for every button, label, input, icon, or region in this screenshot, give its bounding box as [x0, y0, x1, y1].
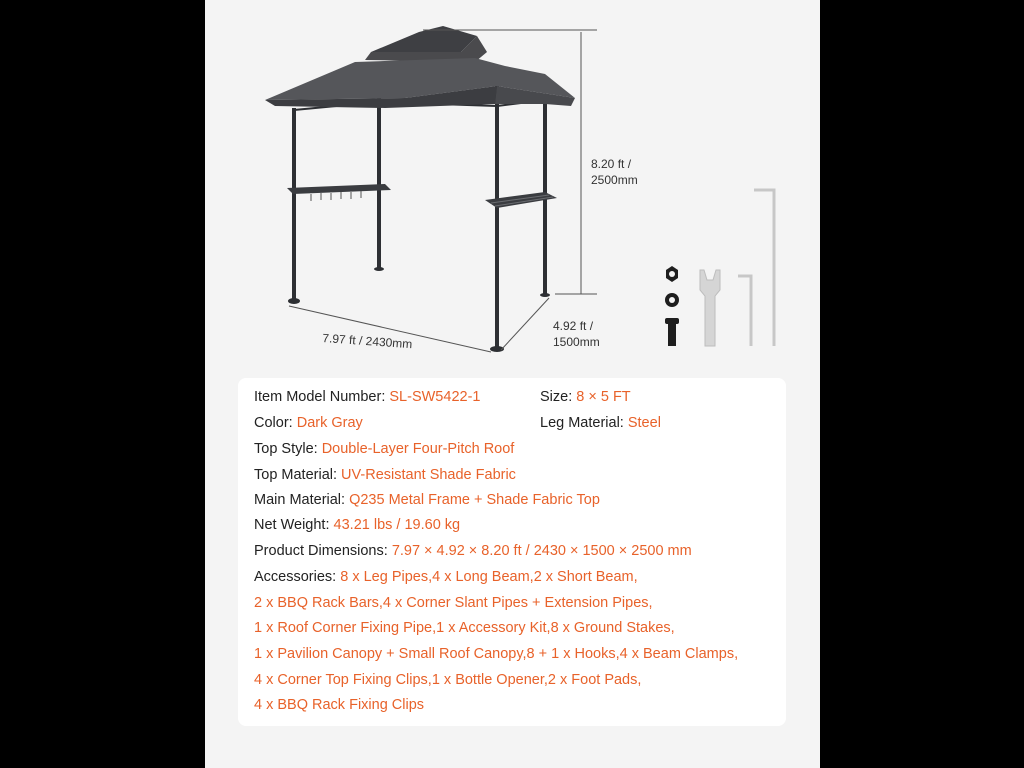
spec-accessories-line: 1 x Roof Corner Fixing Pipe,1 x Accessory Kit,8 x Ground Stakes,	[254, 620, 675, 636]
spec-product-dimensions: Product Dimensions: 7.97 × 4.92 × 8.20 ft / 2430 × 1500 × 2500 mm	[254, 543, 692, 559]
product-panel	[205, 0, 820, 768]
spec-accessories-line: 4 x BBQ Rack Fixing Clips	[254, 697, 425, 713]
spec-accessories-line: 2 x BBQ Rack Bars,4 x Corner Slant Pipes + Extension Pipes,	[254, 595, 653, 611]
hardware-kit	[665, 190, 774, 346]
bbq-shelves	[287, 184, 557, 208]
spec-top-style: Top Style: Double-Layer Four-Pitch Roof	[254, 441, 515, 457]
canopy-main	[265, 58, 575, 108]
hex-key-large-icon	[754, 190, 774, 346]
washer-icon	[665, 293, 679, 307]
bolt-icon	[665, 318, 679, 346]
depth-ft: 4.92 ft /	[553, 319, 594, 333]
hex-key-small-icon	[738, 276, 751, 346]
spec-accessories-line: 1 x Pavilion Canopy + Small Roof Canopy,8 + 1 x Hooks,4 x Beam Clamps,	[254, 646, 739, 662]
depth-mm: 1500mm	[553, 335, 600, 349]
height-ft: 8.20 ft /	[591, 157, 632, 171]
width-dimension: 7.97 ft / 2430mm	[321, 330, 413, 352]
spec-size: Size: 8 × 5 FT	[540, 389, 631, 405]
canopy-top-layer	[365, 26, 487, 62]
gazebo-frame	[294, 84, 545, 348]
spec-model: Item Model Number: SL-SW5422-1	[254, 389, 481, 405]
specifications-card	[238, 378, 786, 726]
spec-top-material: Top Material: UV-Resistant Shade Fabric	[254, 467, 516, 483]
height-mm: 2500mm	[591, 173, 638, 187]
spec-accessories-line: 4 x Corner Top Fixing Clips,1 x Bottle Opener,2 x Foot Pads,	[254, 672, 642, 688]
nut-icon	[666, 266, 678, 282]
spec-net-weight: Net Weight: 43.21 lbs / 19.60 kg	[254, 517, 461, 533]
height-dimension	[591, 156, 638, 188]
product-illustration	[205, 0, 820, 370]
depth-dimension	[553, 318, 600, 350]
wrench-icon	[700, 270, 720, 346]
spec-main-material: Main Material: Q235 Metal Frame + Shade Fabric Top	[254, 492, 600, 508]
spec-leg-material: Leg Material: Steel	[540, 415, 661, 431]
gazebo-drawing	[205, 0, 820, 370]
spec-color: Color: Dark Gray	[254, 415, 363, 431]
spec-accessories: Accessories: 8 x Leg Pipes,4 x Long Beam,2 x Short Beam,	[254, 569, 638, 585]
